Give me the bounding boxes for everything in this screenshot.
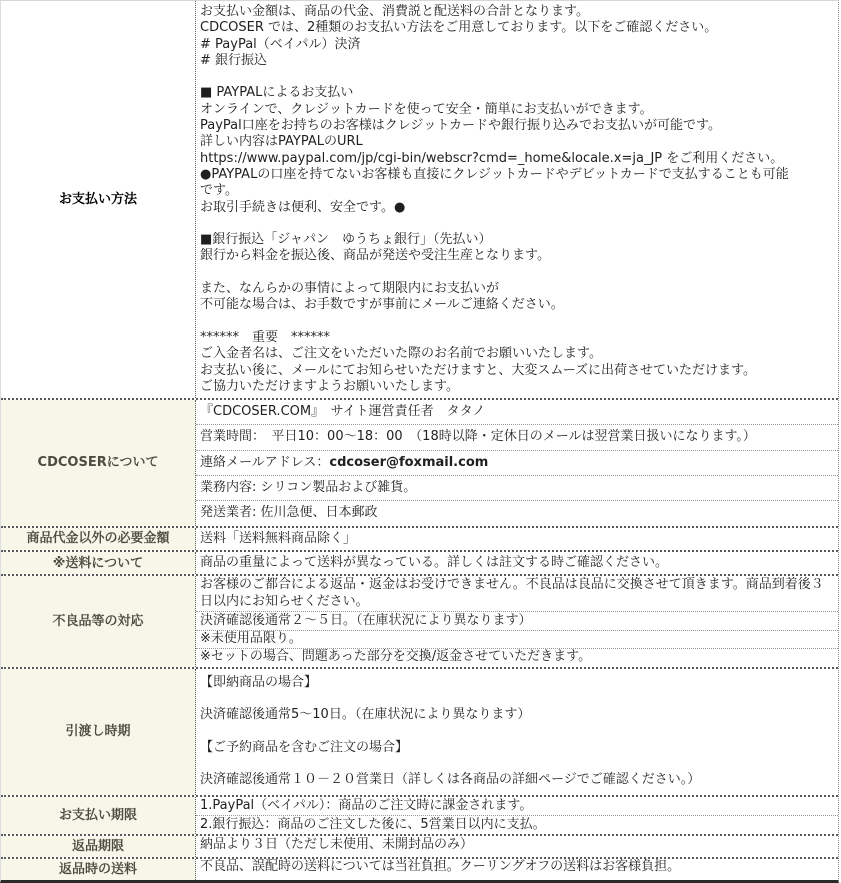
text-line: 不可能な場合は、お手数ですが事前にメールご連絡ください。 — [200, 297, 564, 313]
shipping-fee-content — [196, 552, 838, 574]
payment-deadline-row-paypal: 1.PayPal（ベイパル）：商品のご注文時に課金されます。 — [200, 797, 533, 813]
contact-email-label: 連絡メールアドレス： — [200, 454, 330, 470]
text-line: オンラインで、クレジットカードを使って安全・簡単にお支払いができます。 — [200, 101, 653, 117]
about-row-contact-email — [196, 450, 838, 475]
defective-row-set-exchange: ※セットの場合、問題あった部分を交換/返金させていただきます。 — [196, 648, 838, 666]
about-row-business-type: 業務内容: シリコン製品および雑貨。 — [196, 475, 838, 500]
text-line: # PayPal（ベイパル）決済 — [200, 36, 361, 52]
section-header-delivery-time: 引渡し時期 — [1, 669, 196, 795]
section-header-about-shop: CDCOSERについて — [1, 400, 196, 525]
text-line — [200, 756, 834, 772]
section-header-return-deadline: 返品期限 — [1, 836, 196, 857]
text-line: お支払い金額は、商品の代金、消費説と配送料の合計となります。 — [200, 4, 589, 19]
about-shop-content — [196, 400, 838, 525]
text-line: 決済確認後通常１０－２０営業日（詳しくは各商品の詳細ページでご確認ください。） — [200, 772, 701, 788]
return-deadline-content — [196, 836, 838, 857]
text-line: CDCOSER では、2種類のお支払い方法をご用意しております。以下をご確認ください。 — [200, 20, 718, 36]
shipping-fee-row: 商品の重量によって送料が異なっている。詳しくは註文する時ご確認ください。 — [200, 554, 669, 570]
text-line: です。 — [200, 183, 238, 199]
text-line: お取引手続きは便利、安全です。● — [200, 199, 406, 215]
defective-row-unused-only: ※未使用品限り。 — [196, 630, 838, 648]
section-payment-method — [1, 1, 838, 398]
text-line: 【即納商品の場合】 — [200, 674, 318, 690]
section-header-return-shipping-cost: 返品時の送料 — [1, 859, 196, 880]
section-extra-fees — [1, 526, 838, 550]
payment-method-content — [196, 1, 838, 398]
extra-fees-row: 送料「送料無料商品除く」 — [200, 530, 357, 546]
section-header-payment-deadline: お支払い期限 — [1, 797, 196, 835]
text-line: ●PAYPALの口座を持てないお客様も直接にクレジットカードやデビットカードで支払することも可能 — [200, 166, 789, 182]
text-line — [200, 69, 834, 85]
text-line: 決済確認後通常5～10日。（在庫状況により異なります） — [200, 707, 531, 723]
defective-items-content — [196, 576, 838, 666]
payment-deadline-row-bank: 2.銀行振込：商品のご注文した後に、5営業日以内に支払。 — [196, 815, 838, 834]
text-line: ****** 重要 ****** — [200, 329, 331, 345]
extra-fees-content — [196, 528, 838, 550]
text-line — [200, 724, 834, 740]
section-header-extra-fees: 商品代金以外の必要金額 — [1, 528, 196, 550]
text-line — [200, 265, 834, 281]
section-shipping-fee — [1, 550, 838, 574]
text-line — [200, 691, 834, 707]
about-row-business-hours: 営業時間： 平日10：00～18：00 （18時以降・定休日のメールは翌営業日扱いになります。） — [196, 424, 838, 449]
return-deadline-row: 納品より３日（ただし未使用、未開封品のみ） — [200, 837, 474, 853]
text-line: 銀行から料金を振込後、商品が発送や受注生産となります。 — [200, 248, 550, 264]
section-header-payment-method: お支払い方法 — [1, 1, 196, 398]
text-line: # 銀行振込 — [200, 52, 268, 68]
return-shipping-cost-row: 不良品、誤配時の送料については当社負担。クーリングオフの送料はお客様負担。 — [200, 859, 681, 875]
defective-row-processing-time: 決済確認後通常２～５日。（在庫状況により異なります） — [196, 611, 838, 630]
text-line: また、なんらかの事情によって期限内にお支払いが — [200, 281, 500, 297]
text-line: ご協力いただけますようお願いいたします。 — [200, 378, 459, 394]
payment-deadline-content — [196, 797, 838, 835]
about-row-site-operator: 『CDCOSER.COM』 サイト運営責任者 タタノ — [200, 404, 486, 420]
about-row-shipping-carrier: 発送業者: 佐川急便、日本郵政 — [196, 500, 838, 525]
section-about-shop — [1, 398, 838, 525]
text-line: ■ PAYPALによるお支払い — [200, 85, 354, 101]
text-line: https://www.paypal.com/jp/cgi-bin/webscr?cmd=_home&locale.x=ja_JP をご利用ください。 — [200, 150, 784, 166]
text-line: お支払い後に、メールにてお知らせいただけますと、大変スムーズに出荷させていただけます。 — [200, 362, 757, 378]
text-line: ■銀行振込「ジャパン ゆうちょ銀行」（先払い） — [200, 232, 492, 248]
contact-email-address: cdcoser@foxmail.com — [329, 454, 489, 470]
text-line — [200, 216, 834, 232]
section-header-defective-items: 不良品等の対応 — [1, 576, 196, 666]
section-return-deadline — [1, 834, 838, 857]
section-payment-deadline — [1, 795, 838, 835]
delivery-time-content — [196, 669, 838, 795]
text-line: PayPal口座をお持ちのお客様はクレジットカードや銀行振り込みでお支払いが可能です。 — [200, 118, 721, 134]
text-line: 【ご予約商品を含むご注文の場合】 — [200, 739, 409, 755]
text-line: 詳しい内容はPAYPALのURL — [200, 134, 363, 150]
text-line: ご入金者名は、ご注文をいただいた際のお名前でお願いいたします。 — [200, 346, 602, 362]
text-line — [200, 314, 834, 330]
section-delivery-time — [1, 667, 838, 795]
section-header-shipping-fee: ※送料について — [1, 552, 196, 574]
return-shipping-cost-content — [196, 859, 838, 880]
section-return-shipping-cost — [1, 857, 838, 880]
defective-row-returns-policy: お客様のご都合による返品・返金はお受けできません。不良品は良品に交換させて頂きます。商品到着後３日以内にお知らせください。 — [200, 577, 824, 609]
section-defective-items — [1, 574, 838, 666]
